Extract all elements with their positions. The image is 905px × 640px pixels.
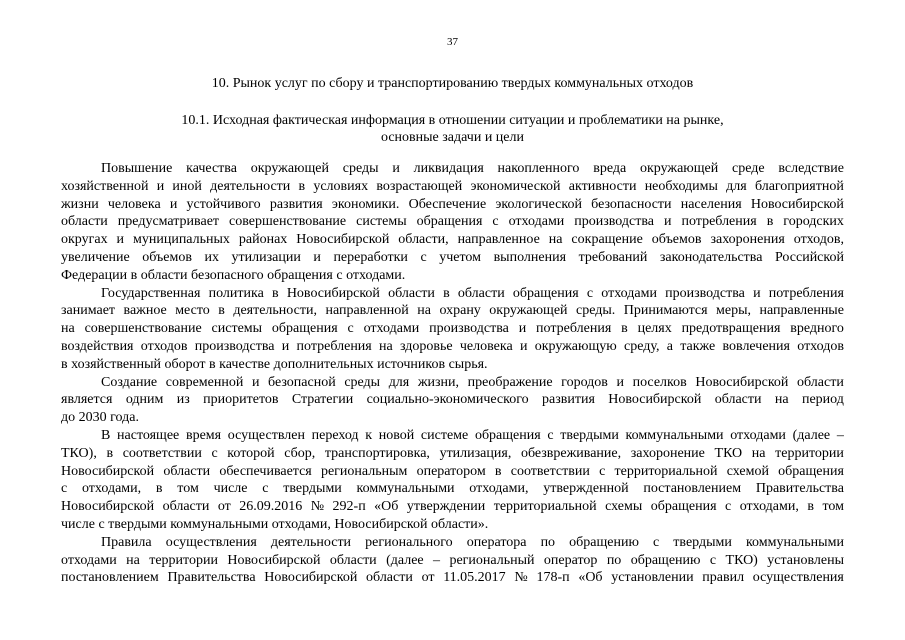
page-number: 37 bbox=[447, 36, 458, 48]
subsection-heading bbox=[0, 112, 905, 146]
subsection-heading-line: 10.1. Исходная фактическая информация в отношении ситуации и проблематики на рынке, bbox=[181, 113, 724, 128]
text-line: на совершенствование системы обращения с отходами производства и потребления в целях предотвращения вредного bbox=[61, 321, 844, 337]
paragraph bbox=[61, 160, 844, 285]
paragraph bbox=[61, 534, 844, 587]
section-heading: 10. Рынок услуг по сбору и транспортированию твердых коммунальных отходов bbox=[211, 76, 694, 91]
text-line: Новосибирской области от 26.09.2016 № 292-п «Об утверждении территориальной схемы обращения с отходами, в том bbox=[61, 499, 844, 515]
text-line: Повышение качества окружающей среды и ликвидация накопленного вреда окружающей среде вследствие bbox=[101, 161, 844, 176]
text-line: округах и муниципальных районах Новосибирской области, направленное на сокращение объемов захоронения отходов, bbox=[61, 232, 844, 248]
text-line: Государственная политика в Новосибирской области в области обращения с отходами производства и потребления bbox=[101, 285, 844, 301]
text-line: с отходами, в том числе с твердыми коммунальными отходами, утвержденной постановлением Правительства bbox=[61, 481, 844, 497]
subsection-heading-line: основные задачи и цели bbox=[380, 130, 524, 145]
text-line: В настоящее время осуществлен переход к новой системе обращения с твердыми коммунальными отходами (далее – bbox=[101, 427, 844, 443]
text-line: отходами на территории Новосибирской области (далее – региональный оператор по обращению с ТКО) установлены bbox=[61, 552, 844, 568]
paragraph bbox=[61, 427, 844, 534]
text-line: занимает важное место в деятельности, направленной на охрану окружающей среды. Принимаются меры, направленные bbox=[61, 303, 844, 319]
text-line: воздействия отходов производства и потребления на здоровье человека и окружающую среду, а также вовлечения отходов bbox=[61, 338, 844, 354]
text-line: Федерации в области безопасного обращения с отходами. bbox=[61, 267, 406, 283]
paragraph bbox=[61, 374, 844, 427]
text-line: области предусматривает совершенствование системы обращения с отходами производства и потребления в городских bbox=[61, 214, 844, 230]
text-line: до 2030 года. bbox=[61, 410, 139, 426]
text-line: числе с твердыми коммунальными отходами, Новосибирской области». bbox=[61, 516, 489, 532]
text-line: постановлением Правительства Новосибирской области от 11.05.2017 № 178-п «Об установлении правил осуществления bbox=[61, 570, 844, 586]
document-body bbox=[61, 160, 844, 587]
text-line: является одним из приоритетов Стратегии социально-экономического развития Новосибирской области на период bbox=[61, 392, 844, 408]
paragraph bbox=[61, 285, 844, 374]
text-line: жизни человека и устойчивого развития экономики. Обеспечение экологической безопасности населения Новосибирской bbox=[61, 196, 844, 212]
text-line: в хозяйственный оборот в качестве дополнительных источников сырья. bbox=[61, 356, 488, 372]
text-line: увеличение объемов их утилизации и переработки с учетом выполнения требований законодательства Российской bbox=[61, 249, 844, 265]
text-line: ТКО), в соответствии с которой сбор, транспортировка, утилизация, обезвреживание, захоронение ТКО на территории bbox=[61, 445, 844, 461]
text-line: Создание современной и безопасной среды для жизни, преображение городов и поселков Новосибирской области bbox=[101, 374, 844, 390]
text-line: Правила осуществления деятельности регионального оператора по обращению с твердыми коммунальными bbox=[101, 534, 844, 550]
text-line: Новосибирской области обеспечивается региональным оператором в соответствии с территориальной схемой обращения bbox=[61, 463, 844, 479]
text-line: хозяйственной и иной деятельности в условиях возрастающей экономической активности необходимы для благоприятной bbox=[61, 178, 844, 194]
